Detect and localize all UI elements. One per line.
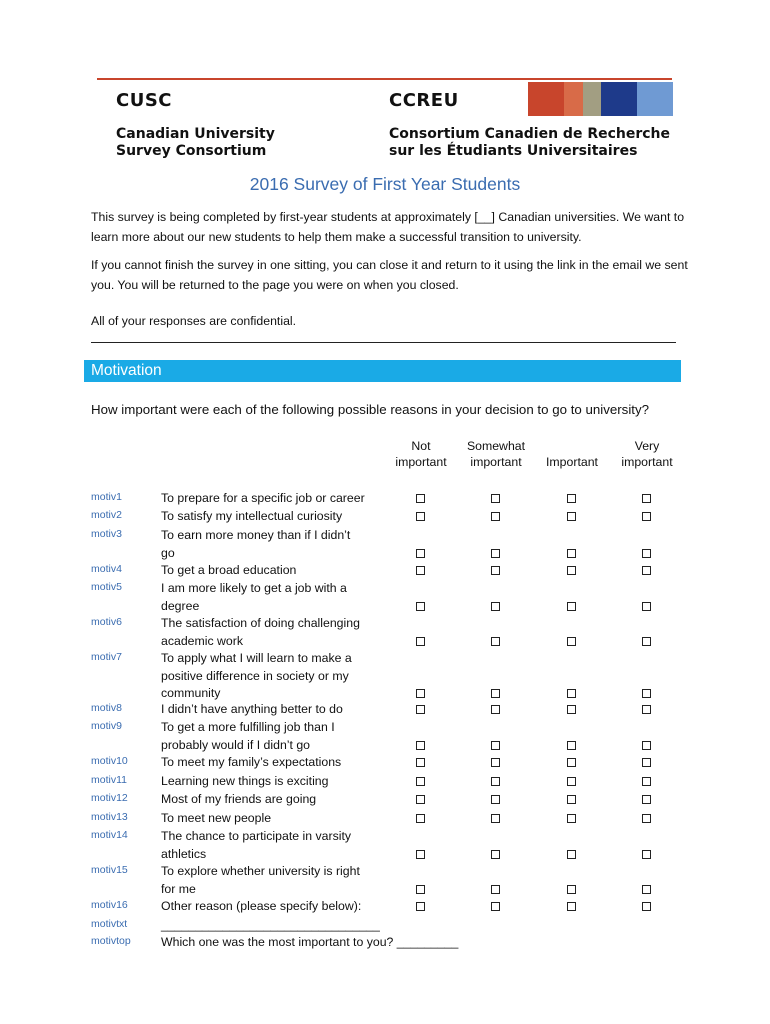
rating-checkbox[interactable] (491, 885, 500, 894)
variable-name: motiv8 (91, 702, 122, 714)
rating-checkbox[interactable] (642, 512, 651, 521)
variable-name: motiv7 (91, 651, 122, 663)
column-header-line: Important (546, 455, 598, 469)
rating-checkbox[interactable] (642, 902, 651, 911)
rating-checkbox[interactable] (491, 637, 500, 646)
item-label-line: To meet new people (161, 811, 272, 825)
rating-checkbox[interactable] (491, 902, 500, 911)
variable-name: motiv6 (91, 616, 122, 628)
variable-name: motiv5 (91, 581, 122, 593)
page-title: 2016 Survey of First Year Students (249, 174, 521, 194)
item-label (161, 580, 386, 615)
item-label (161, 490, 386, 508)
rating-checkbox[interactable] (416, 741, 425, 750)
item-label (161, 773, 386, 791)
item-label-line: The satisfaction of doing challenging (161, 616, 360, 630)
item-label-line: athletics (161, 846, 207, 861)
rating-checkbox[interactable] (567, 850, 576, 859)
rating-checkbox[interactable] (491, 777, 500, 786)
rating-checkbox[interactable] (642, 777, 651, 786)
item-label (161, 719, 386, 754)
rating-checkbox[interactable] (491, 795, 500, 804)
rating-checkbox[interactable] (642, 689, 651, 698)
column-header-line: important (470, 455, 522, 469)
item-label (161, 527, 386, 562)
rating-checkbox[interactable] (491, 566, 500, 575)
rating-checkbox[interactable] (567, 512, 576, 521)
item-label (161, 508, 386, 526)
item-label-line: To earn more money than if I didn’t (161, 528, 351, 542)
rating-checkbox[interactable] (642, 758, 651, 767)
column-header-somewhat-important (460, 438, 532, 470)
rating-checkbox[interactable] (642, 885, 651, 894)
variable-name: motivtxt (91, 918, 128, 930)
column-header-important (538, 438, 606, 470)
column-header-line: Somewhat (466, 439, 526, 453)
logo-cusc-line2: Survey Consortium (116, 143, 267, 159)
logo-ccreu-line2: sur les Étudiants Universitaires (389, 143, 638, 159)
rating-checkbox[interactable] (491, 602, 500, 611)
other-reason-text-field[interactable]: ________________________________ (161, 918, 380, 932)
item-label (161, 863, 386, 898)
variable-name: motiv9 (91, 720, 122, 732)
rating-checkbox[interactable] (642, 795, 651, 804)
item-label (161, 562, 386, 580)
rating-checkbox[interactable] (642, 705, 651, 714)
variable-name: motiv4 (91, 563, 122, 575)
color-block (601, 82, 637, 116)
rating-checkbox[interactable] (491, 705, 500, 714)
rating-checkbox[interactable] (491, 494, 500, 503)
item-label-line: go (161, 545, 175, 560)
rating-checkbox[interactable] (567, 814, 576, 823)
variable-name: motiv14 (91, 829, 128, 841)
item-label-line: To satisfy my intellectual curiosity (161, 509, 343, 523)
color-block (528, 82, 564, 116)
column-header-line: important (395, 455, 447, 469)
intro-paragraph-3: All of your responses are confidential. (91, 314, 297, 328)
item-label (161, 754, 386, 772)
rating-checkbox[interactable] (416, 850, 425, 859)
intro-paragraph-1: This survey is being completed by first-year students at approximately [__] Canadian universities. We want to learn more about our new students to help them make a successful transition to university. (91, 210, 685, 244)
item-label-line: To explore whether university is right (161, 864, 360, 878)
item-label (161, 701, 386, 719)
divider-line (91, 342, 676, 343)
rating-checkbox[interactable] (642, 814, 651, 823)
item-label-line: To meet my family’s expectations (161, 755, 342, 769)
rating-checkbox[interactable] (567, 885, 576, 894)
item-label-line: Other reason (please specify below): (161, 899, 362, 913)
item-label-line: degree (161, 598, 200, 613)
rating-checkbox[interactable] (491, 850, 500, 859)
intro-paragraph-2: If you cannot finish the survey in one sitting, you can close it and return to it using the link in the email we sent you. You will be returned to the page you were on when you closed. (91, 258, 688, 292)
variable-name: motiv15 (91, 864, 128, 876)
rating-checkbox[interactable] (567, 758, 576, 767)
item-label (161, 650, 386, 703)
rating-checkbox[interactable] (491, 512, 500, 521)
rating-checkbox[interactable] (567, 705, 576, 714)
item-label-line: academic work (161, 633, 244, 648)
item-label-line: community (161, 686, 221, 700)
item-label-line: probably would if I didn’t go (161, 737, 311, 752)
column-header-line: important (621, 455, 673, 469)
variable-name: motiv12 (91, 792, 128, 804)
rating-checkbox[interactable] (416, 795, 425, 804)
rating-checkbox[interactable] (642, 741, 651, 750)
rating-checkbox[interactable] (491, 814, 500, 823)
header-rule (97, 78, 672, 80)
logo-color-blocks (528, 82, 673, 116)
rating-checkbox[interactable] (567, 777, 576, 786)
logo-cusc-full (116, 126, 275, 160)
column-header-line: Not (411, 439, 431, 453)
rating-checkbox[interactable] (416, 549, 425, 558)
rating-checkbox[interactable] (567, 637, 576, 646)
item-label-line: To apply what I will learn to make a (161, 651, 352, 665)
rating-checkbox[interactable] (642, 549, 651, 558)
item-label-line: To prepare for a specific job or career (161, 491, 365, 505)
rating-checkbox[interactable] (642, 566, 651, 575)
item-label-line: Learning new things is exciting (161, 774, 329, 788)
most-important-question[interactable]: Which one was the most important to you? _________ (161, 935, 459, 949)
column-header-very-important (614, 438, 680, 470)
item-label-line: Most of my friends are going (161, 792, 317, 806)
rating-checkbox[interactable] (567, 902, 576, 911)
item-label-line: To get a more fulfilling job than I (161, 720, 335, 734)
rating-checkbox[interactable] (491, 689, 500, 698)
logo-ccreu-abbr: CCREU (389, 90, 459, 111)
variable-name: motiv13 (91, 811, 128, 823)
variable-name: motiv11 (91, 774, 127, 786)
rating-checkbox[interactable] (416, 512, 425, 521)
rating-checkbox[interactable] (642, 850, 651, 859)
rating-checkbox[interactable] (416, 758, 425, 767)
variable-name: motiv1 (91, 491, 122, 503)
item-label (161, 791, 386, 809)
rating-checkbox[interactable] (416, 814, 425, 823)
rating-checkbox[interactable] (416, 777, 425, 786)
rating-checkbox[interactable] (567, 494, 576, 503)
rating-checkbox[interactable] (567, 741, 576, 750)
rating-checkbox[interactable] (416, 885, 425, 894)
logo-ccreu-line1: Consortium Canadien de Recherche (389, 126, 671, 142)
rating-checkbox[interactable] (567, 549, 576, 558)
color-block (583, 82, 601, 116)
variable-name: motiv3 (91, 528, 122, 540)
rating-checkbox[interactable] (416, 602, 425, 611)
column-header-line (538, 438, 606, 454)
rating-checkbox[interactable] (567, 689, 576, 698)
logo-cusc-abbr: CUSC (116, 90, 172, 111)
rating-checkbox[interactable] (416, 566, 425, 575)
column-header-line: Very (634, 439, 660, 453)
item-label-line: for me (161, 881, 196, 896)
rating-checkbox[interactable] (642, 637, 651, 646)
variable-name: motiv16 (91, 899, 128, 911)
rating-checkbox[interactable] (642, 602, 651, 611)
rating-checkbox[interactable] (491, 549, 500, 558)
item-label-line: I didn’t have anything better to do (161, 702, 343, 716)
color-block (564, 82, 583, 116)
logo-ccreu-full (389, 126, 670, 160)
item-label (161, 810, 386, 828)
section-header-motivation: Motivation (84, 360, 681, 382)
item-label-line: I am more likely to get a job with a (161, 581, 347, 595)
logo-cusc-line1: Canadian University (116, 126, 275, 142)
color-block (637, 82, 673, 116)
rating-checkbox[interactable] (567, 795, 576, 804)
rating-checkbox[interactable] (416, 637, 425, 646)
rating-checkbox[interactable] (491, 758, 500, 767)
rating-checkbox[interactable] (416, 902, 425, 911)
item-label (161, 828, 386, 863)
item-label (161, 898, 386, 916)
variable-name: motiv10 (91, 755, 128, 767)
variable-name: motiv2 (91, 509, 122, 521)
item-label (161, 615, 386, 650)
rating-checkbox[interactable] (567, 566, 576, 575)
item-label-line: The chance to participate in varsity (161, 829, 352, 843)
variable-name: motivtop (91, 935, 131, 947)
rating-checkbox[interactable] (416, 494, 425, 503)
rating-checkbox[interactable] (416, 689, 425, 698)
question-text: How important were each of the following possible reasons in your decision to go to university? (91, 402, 650, 417)
rating-checkbox[interactable] (642, 494, 651, 503)
rating-checkbox[interactable] (491, 741, 500, 750)
rating-checkbox[interactable] (567, 602, 576, 611)
item-label-line: To get a broad education (161, 563, 297, 577)
item-label-line: positive difference in society or my (161, 668, 349, 683)
column-header-not-important (388, 438, 454, 470)
rating-checkbox[interactable] (416, 705, 425, 714)
